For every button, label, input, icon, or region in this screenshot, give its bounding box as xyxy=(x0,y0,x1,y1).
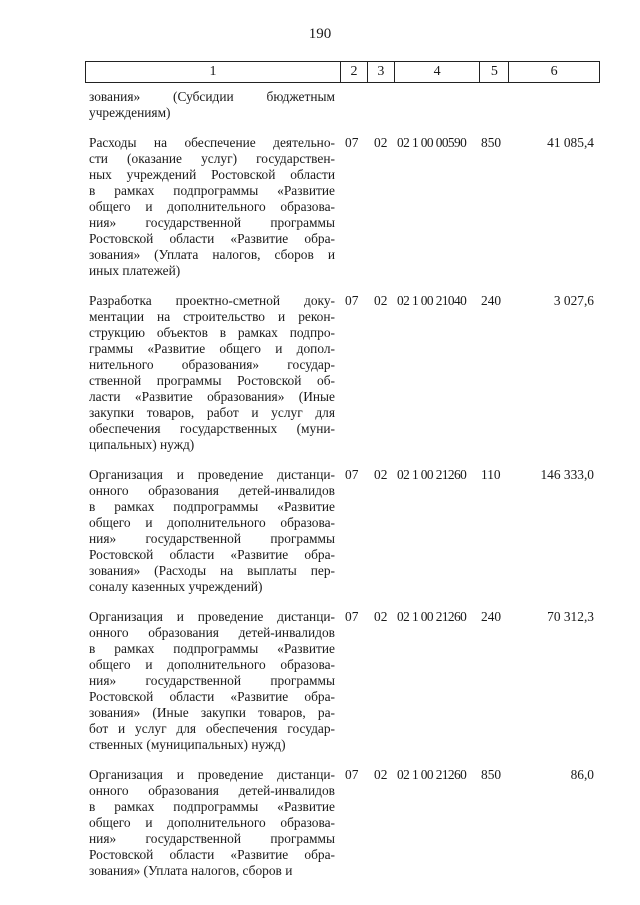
description-line: онного образования детей-инвалидов xyxy=(89,483,335,498)
header-col-6: 6 xyxy=(550,64,558,79)
description-line: ципальных) нужд) xyxy=(89,437,195,452)
description-line: нительного образования» государ- xyxy=(89,357,335,372)
description-line: общего и дополнительного образова- xyxy=(89,515,335,530)
section-code xyxy=(341,89,368,121)
table-row xyxy=(85,467,600,595)
table-row xyxy=(85,767,600,879)
row-description xyxy=(85,293,341,453)
section-code: 07 xyxy=(345,767,359,782)
row-description xyxy=(85,135,341,279)
row-description xyxy=(85,609,341,753)
description-line: Расходы на обеспечение деятельно- xyxy=(89,135,335,150)
description-line: в рамках подпрограммы «Развитие xyxy=(89,641,335,656)
expense-type-code: 850 xyxy=(481,135,502,150)
description-line: струкцию объектов в рамках подпро- xyxy=(89,325,335,340)
table-header-row xyxy=(85,61,600,83)
subsection-code: 02 xyxy=(374,767,388,782)
description-line: общего и дополнительного образова- xyxy=(89,199,335,214)
description-line: обеспечения государственных (муни- xyxy=(89,421,335,436)
description-line: учреждениям) xyxy=(89,105,171,120)
target-article-code: 02 1 00 21260 xyxy=(397,767,467,782)
header-col-3: 3 xyxy=(368,62,395,82)
row-gap xyxy=(85,453,600,467)
description-line: в рамках подпрограммы «Развитие xyxy=(89,799,335,814)
description-line: Ростовской области «Развитие обра- xyxy=(89,847,335,862)
table-row xyxy=(85,135,600,279)
description-line: зования» (Уплата налогов, сборов и xyxy=(89,247,335,262)
table-body xyxy=(85,83,600,879)
subsection-code: 02 xyxy=(374,467,388,482)
description-line: общего и дополнительного образова- xyxy=(89,657,335,672)
description-line: ственной программы Ростовской об- xyxy=(89,373,335,388)
description-line: ния» государственной программы xyxy=(89,831,335,846)
target-article-code: 02 1 00 21040 xyxy=(397,293,467,308)
amount: 70 312,3 xyxy=(547,609,594,624)
description-line: зования» (Расходы на выплаты пер- xyxy=(89,563,335,578)
subsection-code: 02 xyxy=(374,293,388,308)
expense-type-code: 240 xyxy=(481,609,502,624)
section-code: 07 xyxy=(345,467,359,482)
section-code: 07 xyxy=(345,609,359,624)
amount: 3 027,6 xyxy=(553,293,594,308)
description-line: Ростовской области «Развитие обра- xyxy=(89,689,335,704)
description-line: иных платежей) xyxy=(89,263,181,278)
description-line: сти (оказание услуг) государствен- xyxy=(89,151,335,166)
description-line: граммы «Развитие общего и допол- xyxy=(89,341,335,356)
amount: 146 333,0 xyxy=(540,467,594,482)
section-code: 07 xyxy=(345,293,359,308)
expense-type-code: 110 xyxy=(481,467,501,482)
amount: 86,0 xyxy=(570,767,594,782)
table-row xyxy=(85,609,600,753)
subsection-code xyxy=(368,89,395,121)
description-line: Разработка проектно-сметной доку- xyxy=(89,293,335,308)
row-description xyxy=(85,89,341,121)
header-col-1: 1 xyxy=(86,62,341,82)
description-line: ментации на строительство и рекон- xyxy=(89,309,335,324)
target-article-code: 02 1 00 21260 xyxy=(397,467,467,482)
description-line: ния» государственной программы xyxy=(89,215,335,230)
description-line: ласти «Развитие образования» (Иные xyxy=(89,389,335,404)
description-line: Организация и проведение дистанци- xyxy=(89,767,335,782)
subsection-code: 02 xyxy=(374,135,388,150)
description-line: Ростовской области «Развитие обра- xyxy=(89,231,335,246)
expense-type-code: 240 xyxy=(481,293,502,308)
subsection-code: 02 xyxy=(374,609,388,624)
header-col-2: 2 xyxy=(341,62,368,82)
row-description xyxy=(85,467,341,595)
expense-type-code xyxy=(481,89,510,121)
description-line: ния» государственной программы xyxy=(89,673,335,688)
description-line: Организация и проведение дистанци- xyxy=(89,609,335,624)
description-line: онного образования детей-инвалидов xyxy=(89,783,335,798)
description-line: зования» (Субсидии бюджетным xyxy=(89,89,335,104)
description-line: ственных (муниципальных) нужд) xyxy=(89,737,286,752)
target-article-code xyxy=(395,89,481,121)
description-line: зования» (Уплата налогов, сборов и xyxy=(89,863,293,878)
row-description xyxy=(85,767,341,879)
target-article-code: 02 1 00 21260 xyxy=(397,609,467,624)
description-line: зования» (Иные закупки товаров, ра- xyxy=(89,705,335,720)
description-line: в рамках подпрограммы «Развитие xyxy=(89,183,335,198)
description-line: закупки товаров, работ и услуг для xyxy=(89,405,335,420)
header-col-5: 5 xyxy=(480,62,509,82)
table-row xyxy=(85,293,600,453)
page-number: 190 xyxy=(308,26,332,42)
row-gap xyxy=(85,753,600,767)
expense-type-code: 850 xyxy=(481,767,502,782)
header-col-4: 4 xyxy=(395,62,481,82)
row-gap xyxy=(85,279,600,293)
section-code: 07 xyxy=(345,135,359,150)
description-line: онного образования детей-инвалидов xyxy=(89,625,335,640)
description-line: общего и дополнительного образова- xyxy=(89,815,335,830)
row-gap xyxy=(85,595,600,609)
target-article-code: 02 1 00 00590 xyxy=(397,135,467,150)
table-row xyxy=(85,89,600,121)
budget-table xyxy=(85,61,600,879)
row-gap xyxy=(85,121,600,135)
description-line: Ростовской области «Развитие обра- xyxy=(89,547,335,562)
description-line: в рамках подпрограммы «Развитие xyxy=(89,499,335,514)
amount xyxy=(510,89,600,121)
description-line: ных учреждений Ростовской области xyxy=(89,167,335,182)
description-line: соналу казенных учреждений) xyxy=(89,579,263,594)
description-line: ния» государственной программы xyxy=(89,531,335,546)
description-line: Организация и проведение дистанци- xyxy=(89,467,335,482)
description-line: бот и услуг для обеспечения государ- xyxy=(89,721,335,736)
amount: 41 085,4 xyxy=(547,135,594,150)
